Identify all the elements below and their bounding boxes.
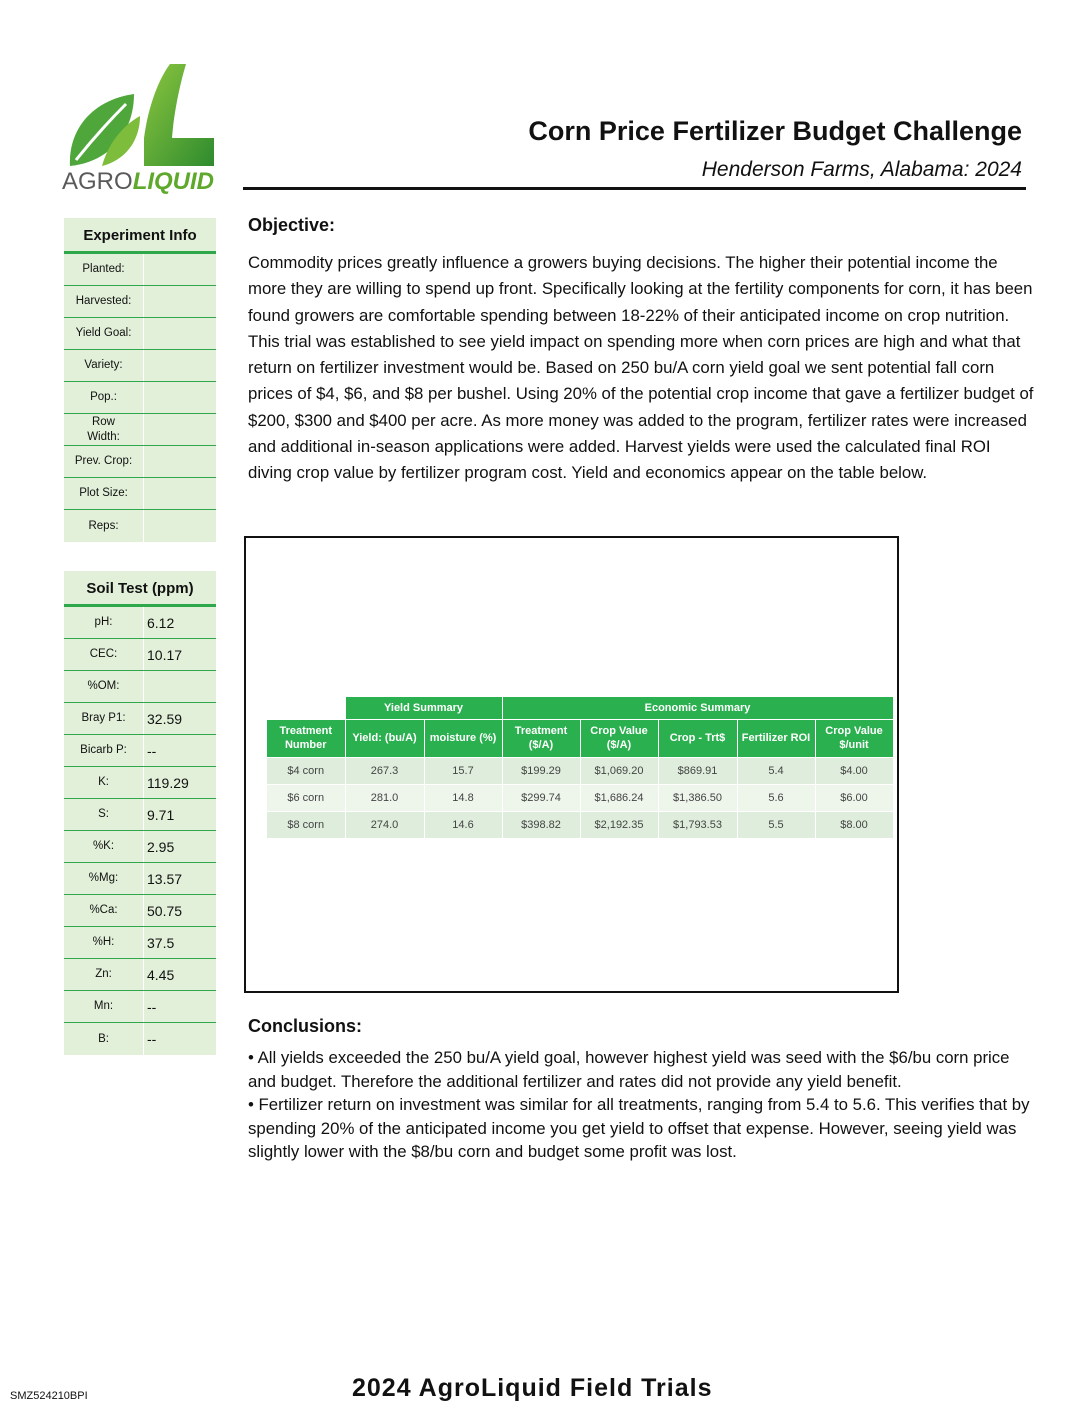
table-cell: 267.3 bbox=[345, 757, 424, 784]
page-title: Corn Price Fertilizer Budget Challenge bbox=[528, 116, 1022, 146]
experiment-label: Harvested: bbox=[64, 286, 144, 317]
soil-label: Bray P1: bbox=[64, 703, 144, 734]
page-subtitle: Henderson Farms, Alabama: 2024 bbox=[701, 158, 1022, 181]
experiment-value bbox=[144, 446, 216, 477]
soil-label: %K: bbox=[64, 831, 144, 862]
column-header: Yield: (bu/A) bbox=[345, 719, 424, 757]
table-cell: $199.29 bbox=[502, 757, 580, 784]
economic-summary-header: Economic Summary bbox=[502, 697, 893, 719]
soil-label: %Mg: bbox=[64, 863, 144, 894]
experiment-label: Reps: bbox=[64, 510, 144, 542]
table-cell: $4.00 bbox=[815, 757, 893, 784]
experiment-value bbox=[144, 510, 216, 542]
results-table bbox=[267, 697, 894, 839]
experiment-value bbox=[144, 254, 216, 285]
agroliquid-logo bbox=[62, 60, 218, 198]
soil-row bbox=[64, 959, 216, 991]
soil-value: 6.12 bbox=[147, 614, 175, 631]
soil-row bbox=[64, 735, 216, 767]
experiment-label: Prev. Crop: bbox=[64, 446, 144, 477]
table-cell: $8.00 bbox=[815, 811, 893, 838]
soil-label: %Ca: bbox=[64, 895, 144, 926]
soil-value: 13.57 bbox=[147, 870, 183, 887]
table-cell: 274.0 bbox=[345, 811, 424, 838]
column-header: Fertilizer ROI bbox=[737, 719, 815, 757]
table-cell: 14.8 bbox=[424, 784, 502, 811]
experiment-row bbox=[64, 286, 216, 318]
soil-value bbox=[144, 671, 216, 702]
soil-value: -- bbox=[147, 1031, 157, 1047]
experiment-row bbox=[64, 414, 216, 446]
experiment-row bbox=[64, 510, 216, 542]
header-divider bbox=[243, 187, 1026, 190]
soil-value: -- bbox=[147, 998, 157, 1015]
soil-label: CEC: bbox=[64, 639, 144, 670]
footer-title: 2024 AgroLiquid Field Trials bbox=[352, 1374, 713, 1402]
soil-label: Bicarb P: bbox=[64, 735, 144, 766]
table-cell: 14.6 bbox=[424, 811, 502, 838]
soil-row bbox=[64, 1023, 216, 1055]
soil-label: Mn: bbox=[64, 991, 144, 1022]
experiment-row bbox=[64, 318, 216, 350]
conclusion-bullet: • Fertilizer return on investment was similar for all treatments, ranging from 5.4 to 5.6. This verifies that by spending 20% of the anticipated income you get yield to offset that expense. However, seeing yield was slightly lower with the $8/bu corn and budget some profit was lost. bbox=[248, 1095, 1030, 1161]
leaf-logo-icon bbox=[62, 60, 218, 170]
soil-value: 50.75 bbox=[147, 902, 183, 919]
objective-paragraph: Commodity prices greatly influence a growers buying decisions. The higher their potential income the more they are willing to spend up front. Specifically looking at the fertility components for corn, it has been found growers are comfortable spending between 18-22% of their anticipated income on crop nutrition. This trial was established to see yield impact on spending more when corn prices are high and what that return on fertilizer investment would be. Based on 250 bu/A corn yield goal we sent potential fall corn prices of $4, $6, and $8 per bushel. Using 20% of the potential crop income that gave a fertilizer budget of $200, $300 and $400 per acre. As more money was added to the program, fertilizer rates were increased and additional in-season applications were added. Harvest yields were used the calculated final ROI diving crop value by fertilizer program cost. Yield and economics appear on the table below. bbox=[248, 253, 1034, 483]
soil-label: Zn: bbox=[64, 959, 144, 990]
table-cell: 5.5 bbox=[737, 811, 815, 838]
table-cell: $4 corn bbox=[267, 757, 345, 784]
table-cell: $1,793.53 bbox=[658, 811, 737, 838]
table-cell: $6.00 bbox=[815, 784, 893, 811]
soil-test-table bbox=[64, 571, 216, 1055]
soil-label: S: bbox=[64, 799, 144, 830]
experiment-label: Yield Goal: bbox=[64, 318, 144, 349]
soil-value: 10.17 bbox=[147, 646, 183, 663]
soil-row bbox=[64, 703, 216, 735]
experiment-info-table bbox=[64, 218, 216, 542]
table-cell: $299.74 bbox=[502, 784, 580, 811]
column-header: Crop Value ($/A) bbox=[580, 719, 658, 757]
experiment-value bbox=[144, 286, 216, 317]
experiment-row bbox=[64, 382, 216, 414]
conclusions-heading: Conclusions: bbox=[248, 1016, 363, 1036]
soil-row bbox=[64, 863, 216, 895]
soil-row bbox=[64, 607, 216, 639]
table-cell: 15.7 bbox=[424, 757, 502, 784]
soil-row bbox=[64, 895, 216, 927]
objective-heading: Objective: bbox=[248, 215, 336, 235]
soil-value: 4.45 bbox=[147, 966, 175, 983]
experiment-value bbox=[144, 478, 216, 509]
table-cell: 281.0 bbox=[345, 784, 424, 811]
soil-row bbox=[64, 639, 216, 671]
column-header: Crop - Trt$ bbox=[658, 719, 737, 757]
soil-row bbox=[64, 991, 216, 1023]
conclusion-bullet: • All yields exceeded the 250 bu/A yield goal, however highest yield was seed with the $6/bu corn price and budget. Therefore the additional fertilizer and rates did not provide any yield benefit. bbox=[248, 1048, 1010, 1091]
experiment-row bbox=[64, 446, 216, 478]
experiment-label: Plot Size: bbox=[64, 478, 144, 509]
logo-wordmark: AGROLIQUID bbox=[62, 168, 215, 195]
soil-row bbox=[64, 831, 216, 863]
conclusions-list bbox=[248, 1046, 1038, 1164]
table-cell: $6 corn bbox=[267, 784, 345, 811]
experiment-label: Row Width: bbox=[64, 414, 144, 445]
experiment-info-heading: Experiment Info bbox=[64, 218, 216, 254]
table-row bbox=[267, 784, 893, 811]
soil-value: 37.5 bbox=[147, 934, 175, 951]
soil-row bbox=[64, 767, 216, 799]
table-cell: $8 corn bbox=[267, 811, 345, 838]
soil-value: 32.59 bbox=[147, 710, 183, 727]
experiment-row bbox=[64, 478, 216, 510]
experiment-value bbox=[144, 350, 216, 381]
soil-value: 9.71 bbox=[147, 806, 175, 823]
table-cell: $1,069.20 bbox=[580, 757, 658, 784]
soil-value: 2.95 bbox=[147, 838, 175, 855]
yield-summary-header: Yield Summary bbox=[345, 697, 502, 719]
column-header: Crop Value $/unit bbox=[815, 719, 893, 757]
experiment-label: Variety: bbox=[64, 350, 144, 381]
document-code: SMZ524210BPI bbox=[10, 1390, 88, 1402]
experiment-value bbox=[144, 382, 216, 413]
results-frame bbox=[244, 536, 899, 993]
table-row bbox=[267, 811, 893, 838]
soil-label: %OM: bbox=[64, 671, 144, 702]
soil-label: pH: bbox=[64, 607, 144, 638]
soil-label: K: bbox=[64, 767, 144, 798]
soil-row bbox=[64, 927, 216, 959]
soil-test-heading: Soil Test (ppm) bbox=[64, 571, 216, 607]
soil-value: 119.29 bbox=[147, 774, 189, 791]
table-cell: 5.4 bbox=[737, 757, 815, 784]
column-header: Treatment Number bbox=[267, 719, 345, 757]
table-row bbox=[267, 757, 893, 784]
table-cell: 5.6 bbox=[737, 784, 815, 811]
experiment-value bbox=[144, 318, 216, 349]
column-header: Treatment ($/A) bbox=[502, 719, 580, 757]
table-cell: $1,686.24 bbox=[580, 784, 658, 811]
experiment-value bbox=[144, 414, 216, 445]
experiment-label: Pop.: bbox=[64, 382, 144, 413]
table-cell: $398.82 bbox=[502, 811, 580, 838]
experiment-row bbox=[64, 350, 216, 382]
table-cell: $869.91 bbox=[658, 757, 737, 784]
table-corner bbox=[267, 697, 345, 719]
experiment-label: Planted: bbox=[64, 254, 144, 285]
soil-label: B: bbox=[64, 1023, 144, 1055]
table-cell: $1,386.50 bbox=[658, 784, 737, 811]
soil-row bbox=[64, 671, 216, 703]
experiment-row bbox=[64, 254, 216, 286]
column-header: moisture (%) bbox=[424, 719, 502, 757]
soil-label: %H: bbox=[64, 927, 144, 958]
table-cell: $2,192.35 bbox=[580, 811, 658, 838]
soil-row bbox=[64, 799, 216, 831]
soil-value: -- bbox=[147, 742, 157, 759]
